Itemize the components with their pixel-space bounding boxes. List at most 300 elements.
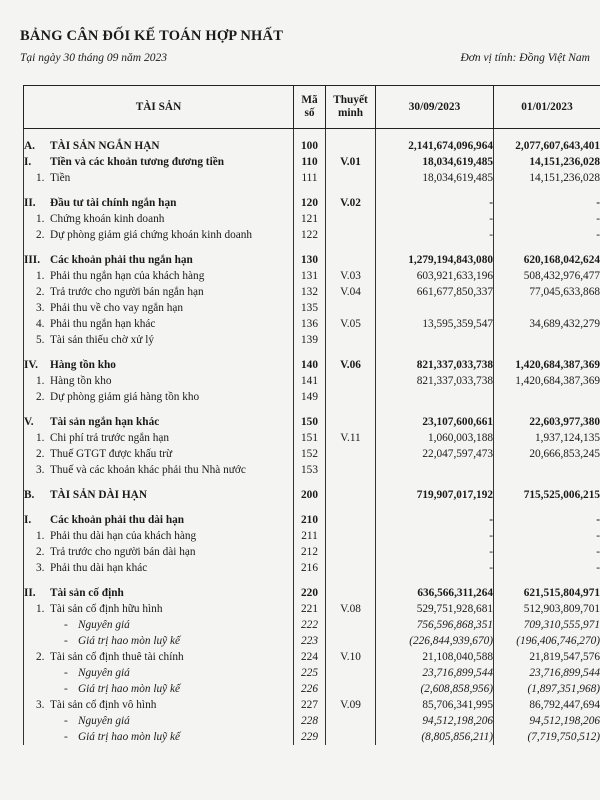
row-label: Tài sản cố định	[50, 587, 124, 599]
table-row	[24, 138, 600, 154]
value-period-start: 2,077,607,643,401	[494, 138, 600, 154]
row-index: A.	[24, 140, 35, 152]
row-note	[326, 585, 376, 601]
table-row	[24, 560, 600, 576]
row-code: 136	[294, 316, 326, 332]
header-note-line1: Thuyết	[333, 94, 368, 106]
value-period-end: 661,677,850,337	[376, 284, 494, 300]
table-row	[24, 284, 600, 300]
row-label: Nguyên giá	[78, 715, 130, 727]
row-note: V.01	[326, 154, 376, 170]
row-index: 4.	[36, 318, 45, 330]
row-note: V.09	[326, 697, 376, 713]
row-note: V.06	[326, 357, 376, 373]
row-label-cell	[24, 268, 294, 284]
row-code: 100	[294, 138, 326, 154]
value-period-end: 821,337,033,738	[376, 357, 494, 373]
value-period-start: 34,689,432,279	[494, 316, 600, 332]
row-label: Chứng khoán kinh doanh	[50, 213, 165, 225]
value-period-end: 719,907,017,192	[376, 487, 494, 503]
row-note	[326, 528, 376, 544]
spacer-cell	[24, 186, 294, 195]
value-period-start: -	[494, 211, 600, 227]
value-period-end: 821,337,033,738	[376, 373, 494, 389]
row-label-cell	[24, 430, 294, 446]
spacer-cell	[376, 503, 494, 512]
value-period-start: 512,903,809,701	[494, 601, 600, 617]
row-label: Hàng tồn kho	[50, 375, 112, 387]
row-label-cell	[24, 487, 294, 503]
row-code: 211	[294, 528, 326, 544]
table-row	[24, 487, 600, 503]
row-label: Trả trước cho người bán ngắn hạn	[50, 286, 204, 298]
row-label-cell	[24, 446, 294, 462]
spacer-row	[24, 576, 600, 585]
table-row	[24, 154, 600, 170]
value-period-start: (1,897,351,968)	[494, 681, 600, 697]
table-row	[24, 713, 600, 729]
spacer-cell	[326, 478, 376, 487]
value-period-start: -	[494, 560, 600, 576]
value-period-end: 1,060,003,188	[376, 430, 494, 446]
value-period-start	[494, 462, 600, 478]
table-row	[24, 268, 600, 284]
value-period-end	[376, 300, 494, 316]
row-index: -	[64, 715, 68, 727]
spacer-row	[24, 348, 600, 357]
row-label-cell	[24, 665, 294, 681]
row-label-cell	[24, 300, 294, 316]
table-row	[24, 195, 600, 211]
table-row	[24, 430, 600, 446]
table-row	[24, 316, 600, 332]
spacer-cell	[376, 348, 494, 357]
value-period-start	[494, 332, 600, 348]
row-index: 3.	[36, 562, 45, 574]
row-index: 2.	[36, 651, 45, 663]
spacer-cell	[326, 348, 376, 357]
spacer-cell	[326, 186, 376, 195]
row-label: Tài sản thiếu chờ xử lý	[50, 334, 155, 346]
spacer-cell	[494, 243, 600, 252]
spacer-cell	[294, 243, 326, 252]
value-period-start	[494, 389, 600, 405]
row-code: 110	[294, 154, 326, 170]
value-period-start: 22,603,977,380	[494, 414, 600, 430]
value-period-end: -	[376, 512, 494, 528]
row-label: Nguyên giá	[78, 667, 130, 679]
row-code: 226	[294, 681, 326, 697]
table-row	[24, 252, 600, 268]
row-label-cell	[24, 195, 294, 211]
row-code: 229	[294, 729, 326, 745]
row-code: 220	[294, 585, 326, 601]
row-index: 2.	[36, 448, 45, 460]
row-note	[326, 665, 376, 681]
table-row	[24, 373, 600, 389]
row-label: TÀI SẢN DÀI HẠN	[50, 489, 147, 501]
row-label: Thuế GTGT được khấu trừ	[50, 448, 173, 460]
row-note: V.04	[326, 284, 376, 300]
row-index: IV.	[24, 359, 38, 371]
row-label-cell	[24, 284, 294, 300]
row-note	[326, 373, 376, 389]
row-label-cell	[24, 512, 294, 528]
table-row	[24, 332, 600, 348]
row-note	[326, 300, 376, 316]
row-index: 2.	[36, 229, 45, 241]
value-period-end: 636,566,311,264	[376, 585, 494, 601]
spacer-row	[24, 405, 600, 414]
row-index: 5.	[36, 334, 45, 346]
header-period-start: 01/01/2023	[494, 86, 600, 129]
row-code: 210	[294, 512, 326, 528]
spacer-cell	[294, 405, 326, 414]
row-code: 153	[294, 462, 326, 478]
value-period-start: 14,151,236,028	[494, 154, 600, 170]
table-row	[24, 729, 600, 745]
row-code: 212	[294, 544, 326, 560]
row-label-cell	[24, 389, 294, 405]
value-period-start: 620,168,042,624	[494, 252, 600, 268]
value-period-start: -	[494, 227, 600, 243]
table-row	[24, 227, 600, 243]
value-period-end: -	[376, 211, 494, 227]
spacer-cell	[326, 405, 376, 414]
spacer-cell	[494, 129, 600, 139]
spacer-row	[24, 503, 600, 512]
table-row	[24, 414, 600, 430]
spacer-cell	[326, 129, 376, 139]
table-header-row	[24, 86, 600, 129]
row-index: I.	[24, 514, 32, 526]
row-label-cell	[24, 585, 294, 601]
row-code: 135	[294, 300, 326, 316]
spacer-cell	[326, 243, 376, 252]
row-note	[326, 332, 376, 348]
row-note	[326, 713, 376, 729]
value-period-start: 77,045,633,868	[494, 284, 600, 300]
value-period-end: 21,108,040,588	[376, 649, 494, 665]
row-label-cell	[24, 462, 294, 478]
spacer-cell	[494, 186, 600, 195]
table-row	[24, 585, 600, 601]
row-label: Thuế và các khoản khác phải thu Nhà nước	[50, 464, 246, 476]
currency-unit: Đơn vị tính: Đồng Việt Nam	[460, 52, 590, 64]
header-note	[326, 86, 376, 129]
row-index: B.	[24, 489, 35, 501]
spacer-cell	[24, 478, 294, 487]
row-code: 130	[294, 252, 326, 268]
table-row	[24, 446, 600, 462]
value-period-end: -	[376, 560, 494, 576]
table-row	[24, 512, 600, 528]
row-label: Tài sản ngắn hạn khác	[50, 416, 160, 428]
row-index: -	[64, 635, 68, 647]
row-code: 221	[294, 601, 326, 617]
header-code-line2: số	[304, 107, 315, 119]
row-label-cell	[24, 560, 294, 576]
row-note	[326, 138, 376, 154]
row-code: 228	[294, 713, 326, 729]
row-label: TÀI SẢN NGẮN HẠN	[50, 140, 160, 152]
row-index: 2.	[36, 286, 45, 298]
value-period-start: 709,310,555,971	[494, 617, 600, 633]
row-note	[326, 729, 376, 745]
value-period-end	[376, 462, 494, 478]
row-label-cell	[24, 316, 294, 332]
value-period-end: 23,107,600,661	[376, 414, 494, 430]
value-period-end: 2,141,674,096,964	[376, 138, 494, 154]
table-row	[24, 649, 600, 665]
row-index: III.	[24, 254, 41, 266]
spacer-cell	[494, 405, 600, 414]
spacer-cell	[494, 348, 600, 357]
row-label: Trả trước cho người bán dài hạn	[50, 546, 196, 558]
spacer-cell	[376, 243, 494, 252]
row-label: Giá trị hao mòn luỹ kế	[78, 635, 180, 647]
value-period-end: 23,716,899,544	[376, 665, 494, 681]
value-period-end: (8,805,856,211)	[376, 729, 494, 745]
row-label: Giá trị hao mòn luỹ kế	[78, 683, 180, 695]
row-index: 1.	[36, 270, 45, 282]
row-code: 149	[294, 389, 326, 405]
spacer-row	[24, 243, 600, 252]
row-index: 1.	[36, 603, 45, 615]
row-code: 225	[294, 665, 326, 681]
row-note: V.11	[326, 430, 376, 446]
row-index: V.	[24, 416, 34, 428]
row-note	[326, 633, 376, 649]
row-label: Phải thu dài hạn khác	[50, 562, 148, 574]
row-index: 2.	[36, 546, 45, 558]
row-index: 3.	[36, 464, 45, 476]
page-title: BẢNG CÂN ĐỐI KẾ TOÁN HỢP NHẤT	[20, 28, 284, 44]
header-code-line1: Mã	[301, 94, 318, 106]
row-code: 227	[294, 697, 326, 713]
row-label-cell	[24, 528, 294, 544]
row-note	[326, 414, 376, 430]
table-row	[24, 665, 600, 681]
table-body	[24, 129, 600, 746]
table-row	[24, 170, 600, 186]
row-label-cell	[24, 332, 294, 348]
header-period-end: 30/09/2023	[376, 86, 494, 129]
row-index: 1.	[36, 432, 45, 444]
row-index: 1.	[36, 530, 45, 542]
value-period-start: 715,525,006,215	[494, 487, 600, 503]
value-period-end: 529,751,928,681	[376, 601, 494, 617]
table-row	[24, 389, 600, 405]
value-period-end: -	[376, 227, 494, 243]
value-period-start	[494, 300, 600, 316]
value-period-start: 14,151,236,028	[494, 170, 600, 186]
value-period-start: 94,512,198,206	[494, 713, 600, 729]
row-label: Dự phòng giảm giá hàng tồn kho	[50, 391, 200, 403]
balance-sheet-table	[23, 85, 600, 745]
value-period-start: 1,420,684,387,369	[494, 357, 600, 373]
row-label-cell	[24, 729, 294, 745]
table-row	[24, 697, 600, 713]
row-note	[326, 544, 376, 560]
row-note	[326, 170, 376, 186]
row-note	[326, 389, 376, 405]
row-label-cell	[24, 357, 294, 373]
row-label: Phải thu về cho vay ngắn hạn	[50, 302, 184, 314]
row-label-cell	[24, 414, 294, 430]
row-code: 152	[294, 446, 326, 462]
row-label: Tài sản cố định thuê tài chính	[50, 651, 184, 663]
row-index: -	[64, 667, 68, 679]
spacer-cell	[24, 129, 294, 139]
row-code: 150	[294, 414, 326, 430]
spacer-cell	[376, 478, 494, 487]
row-code: 139	[294, 332, 326, 348]
row-label: Nguyên giá	[78, 619, 130, 631]
row-note	[326, 681, 376, 697]
spacer-cell	[326, 503, 376, 512]
spacer-cell	[294, 129, 326, 139]
row-note	[326, 617, 376, 633]
row-label-cell	[24, 138, 294, 154]
row-label: Hàng tồn kho	[50, 359, 116, 371]
row-label-cell	[24, 154, 294, 170]
row-label-cell	[24, 681, 294, 697]
row-label-cell	[24, 697, 294, 713]
row-note	[326, 462, 376, 478]
row-label: Tiền và các khoản tương đương tiền	[50, 156, 225, 168]
row-index: 1.	[36, 375, 45, 387]
row-code: 216	[294, 560, 326, 576]
spacer-cell	[24, 348, 294, 357]
value-period-start: 20,666,853,245	[494, 446, 600, 462]
table-row	[24, 300, 600, 316]
row-note	[326, 252, 376, 268]
row-code: 141	[294, 373, 326, 389]
spacer-cell	[24, 243, 294, 252]
row-note: V.08	[326, 601, 376, 617]
table-row	[24, 601, 600, 617]
value-period-start: 1,937,124,135	[494, 430, 600, 446]
value-period-end: 13,595,359,547	[376, 316, 494, 332]
spacer-cell	[294, 478, 326, 487]
row-label: Phải thu ngắn hạn của khách hàng	[50, 270, 205, 282]
value-period-end: 18,034,619,485	[376, 154, 494, 170]
row-code: 111	[294, 170, 326, 186]
row-label: Tài sản cố định vô hình	[50, 699, 157, 711]
row-label-cell	[24, 544, 294, 560]
row-note	[326, 512, 376, 528]
row-label: Giá trị hao mòn luỹ kế	[78, 731, 180, 743]
spacer-cell	[494, 503, 600, 512]
report-date: Tại ngày 30 tháng 09 năm 2023	[20, 52, 167, 64]
row-index: -	[64, 731, 68, 743]
spacer-cell	[24, 503, 294, 512]
row-label-cell	[24, 252, 294, 268]
value-period-start: -	[494, 512, 600, 528]
row-note: V.02	[326, 195, 376, 211]
value-period-start: 621,515,804,971	[494, 585, 600, 601]
value-period-end: 1,279,194,843,080	[376, 252, 494, 268]
value-period-start: -	[494, 544, 600, 560]
row-index: -	[64, 619, 68, 631]
table-row	[24, 357, 600, 373]
row-label-cell	[24, 601, 294, 617]
row-code: 140	[294, 357, 326, 373]
row-index: 1.	[36, 213, 45, 225]
row-label: Dự phòng giảm giá chứng khoán kinh doanh	[50, 229, 253, 241]
value-period-end: -	[376, 544, 494, 560]
row-code: 223	[294, 633, 326, 649]
spacer-cell	[294, 503, 326, 512]
row-code: 200	[294, 487, 326, 503]
value-period-start: 1,420,684,387,369	[494, 373, 600, 389]
value-period-end: -	[376, 195, 494, 211]
value-period-start: 508,432,976,477	[494, 268, 600, 284]
row-note	[326, 446, 376, 462]
value-period-start: -	[494, 195, 600, 211]
spacer-row	[24, 129, 600, 139]
value-period-end: -	[376, 528, 494, 544]
row-note	[326, 227, 376, 243]
row-code: 121	[294, 211, 326, 227]
row-index: 2.	[36, 391, 45, 403]
row-note	[326, 560, 376, 576]
row-code: 222	[294, 617, 326, 633]
row-label: Phải thu ngắn hạn khác	[50, 318, 156, 330]
table-row	[24, 528, 600, 544]
spacer-cell	[294, 348, 326, 357]
header-assets: TÀI SẢN	[24, 86, 294, 129]
table-row	[24, 617, 600, 633]
spacer-row	[24, 478, 600, 487]
row-note: V.05	[326, 316, 376, 332]
row-index: 3.	[36, 302, 45, 314]
row-label: Phải thu dài hạn của khách hàng	[50, 530, 197, 542]
row-label-cell	[24, 211, 294, 227]
row-label-cell	[24, 170, 294, 186]
row-label-cell	[24, 617, 294, 633]
spacer-cell	[24, 405, 294, 414]
value-period-start: 86,792,447,694	[494, 697, 600, 713]
row-code: 151	[294, 430, 326, 446]
header-note-line2: minh	[337, 107, 364, 119]
spacer-cell	[24, 576, 294, 585]
row-index: 3.	[36, 699, 45, 711]
row-note	[326, 211, 376, 227]
row-note	[326, 487, 376, 503]
row-index: -	[64, 683, 68, 695]
table-row	[24, 544, 600, 560]
table-row	[24, 462, 600, 478]
row-label: Đầu tư tài chính ngắn hạn	[50, 197, 177, 209]
value-period-start: 21,819,547,576	[494, 649, 600, 665]
value-period-end: 85,706,341,995	[376, 697, 494, 713]
row-index: I.	[24, 156, 32, 168]
row-index: II.	[24, 587, 36, 599]
spacer-cell	[326, 576, 376, 585]
spacer-cell	[376, 405, 494, 414]
row-index: 1.	[36, 172, 45, 184]
value-period-end	[376, 389, 494, 405]
spacer-cell	[494, 576, 600, 585]
row-label-cell	[24, 373, 294, 389]
row-label-cell	[24, 227, 294, 243]
row-code: 120	[294, 195, 326, 211]
value-period-start: 23,716,899,544	[494, 665, 600, 681]
value-period-end: 18,034,619,485	[376, 170, 494, 186]
spacer-cell	[294, 576, 326, 585]
